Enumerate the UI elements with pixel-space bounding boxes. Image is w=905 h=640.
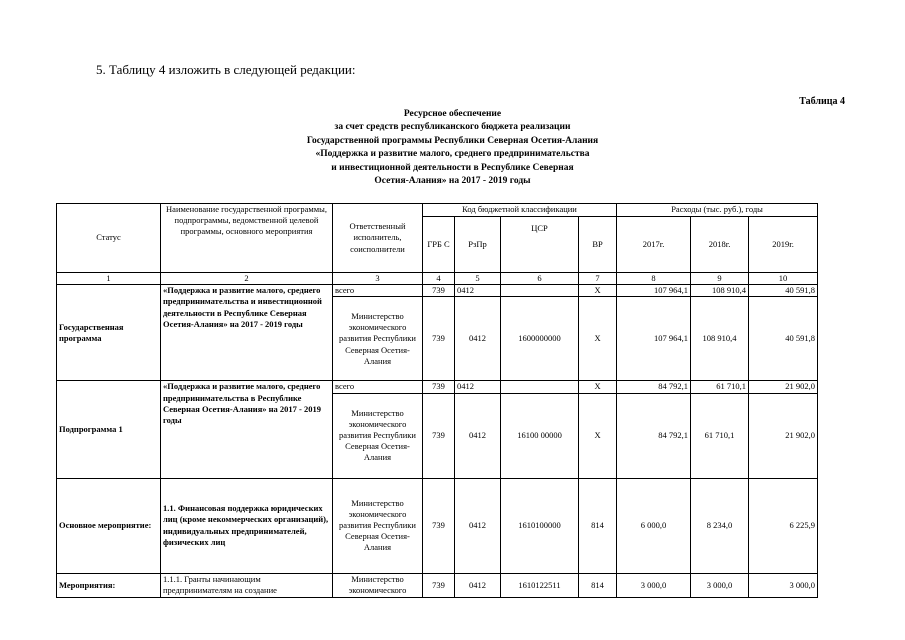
col-number: 9 — [691, 273, 749, 285]
header-rzpr: РзПр — [455, 217, 501, 273]
row-csr: 1610100000 — [501, 478, 579, 573]
row-vr: 814 — [579, 573, 617, 597]
row-2019: 40 591,8 — [749, 297, 818, 381]
table-title — [200, 108, 705, 188]
row-name: «Поддержка и развитие малого, среднего предпринимательства в Республике Северная Осетия-Алания» на 2017 - 2019 годы — [161, 381, 333, 478]
row-vr: Х — [579, 393, 617, 478]
header-kbk: Код бюджетной классификации — [423, 204, 617, 217]
row-csr — [501, 381, 579, 393]
row-name: 1.1. Финансовая поддержка юридических лиц (кроме некоммерческих организаций), индивидуальных предпринимателей, физических лиц — [161, 478, 333, 573]
title-line: Государственной программы Республики Северная Осетия-Алания — [306, 135, 599, 146]
row-vr: 814 — [579, 478, 617, 573]
row-executor: Министерство экономического — [333, 573, 423, 597]
intro-text: 5. Таблицу 4 изложить в следующей редакции: — [96, 62, 356, 77]
table-row — [57, 285, 818, 297]
title-line: за счет средств республиканского бюджета реализации — [334, 122, 571, 133]
row-grbs: 739 — [423, 381, 455, 393]
row-2019: 3 000,0 — [749, 573, 818, 597]
row-2018: 61 710,1 — [691, 381, 749, 393]
row-2017: 107 964,1 — [617, 297, 691, 381]
header-2018: 2018г. — [691, 217, 749, 273]
row-2017: 107 964,1 — [617, 285, 691, 297]
table-row — [57, 573, 818, 597]
col-number: 5 — [455, 273, 501, 285]
header-expenses: Расходы (тыс. руб.), годы — [617, 204, 818, 217]
title-line: Осетия-Алания» на 2017 - 2019 годы — [374, 176, 531, 187]
row-rzpr: 0412 — [455, 285, 501, 297]
row-2019: 21 902,0 — [749, 381, 818, 393]
header-grbs: ГРБ С — [423, 217, 455, 273]
col-number: 7 — [579, 273, 617, 285]
header-executor: Ответственный исполнитель, соисполнители — [333, 204, 423, 273]
col-number: 4 — [423, 273, 455, 285]
row-grbs: 739 — [423, 478, 455, 573]
row-grbs: 739 — [423, 285, 455, 297]
header-vr: ВР — [579, 217, 617, 273]
row-executor: всего — [333, 285, 423, 297]
row-rzpr: 0412 — [455, 297, 501, 381]
row-rzpr: 0412 — [455, 573, 501, 597]
col-number: 6 — [501, 273, 579, 285]
row-status: Подпрограмма 1 — [57, 381, 161, 478]
title-line: Ресурсное обеспечение — [403, 109, 502, 119]
col-number: 10 — [749, 273, 818, 285]
row-grbs: 739 — [423, 297, 455, 381]
row-2017: 84 792,1 — [617, 381, 691, 393]
header-2019: 2019г. — [749, 217, 818, 273]
row-2017: 6 000,0 — [617, 478, 691, 573]
row-status: Основное мероприятие: — [57, 478, 161, 573]
row-rzpr: 0412 — [455, 393, 501, 478]
row-2019: 21 902,0 — [749, 393, 818, 478]
row-status: Государственная программа — [57, 285, 161, 381]
col-number: 2 — [161, 273, 333, 285]
row-name: 1.1.1. Гранты начинающим предпринимателям на создание — [161, 573, 333, 597]
resource-table — [56, 203, 818, 598]
table-label: Таблица 4 — [799, 96, 845, 107]
row-grbs: 739 — [423, 573, 455, 597]
column-number-row — [57, 273, 818, 285]
row-csr: 16100 00000 — [501, 393, 579, 478]
table-row — [57, 478, 818, 573]
header-csr: ЦСР — [501, 217, 579, 273]
header-status: Статус — [57, 204, 161, 273]
row-2018: 3 000,0 — [691, 573, 749, 597]
row-2017: 84 792,1 — [617, 393, 691, 478]
row-vr: Х — [579, 297, 617, 381]
row-2019: 6 225,9 — [749, 478, 818, 573]
header-2017: 2017г. — [617, 217, 691, 273]
row-2018: 8 234,0 — [691, 478, 749, 573]
row-csr — [501, 285, 579, 297]
table-row — [57, 381, 818, 393]
row-status: Мероприятия: — [57, 573, 161, 597]
row-2018: 61 710,1 — [691, 393, 749, 478]
row-executor: Министерство экономического развития Республики Северная Осетия-Алания — [333, 478, 423, 573]
row-2018: 108 910,4 — [691, 297, 749, 381]
row-name: «Поддержка и развитие малого, среднего предпринимательства и инвестиционной деятельности в Республике Северная Осетия-Алания» на 2017 - 2019 годы — [161, 285, 333, 381]
title-line: и инвестиционной деятельности в Республике Северная — [331, 162, 574, 173]
row-rzpr: 0412 — [455, 478, 501, 573]
row-2018: 108 910,4 — [691, 285, 749, 297]
col-number: 3 — [333, 273, 423, 285]
row-rzpr: 0412 — [455, 381, 501, 393]
row-executor: всего — [333, 381, 423, 393]
row-2017: 3 000,0 — [617, 573, 691, 597]
row-vr: Х — [579, 285, 617, 297]
header-name: Наименование государственной программы, подпрограммы, ведомственной целевой программы, основного мероприятия — [161, 204, 333, 273]
header-row — [57, 204, 818, 217]
row-csr: 1600000000 — [501, 297, 579, 381]
row-2019: 40 591,8 — [749, 285, 818, 297]
row-executor: Министерство экономического развития Республики Северная Осетия-Алания — [333, 393, 423, 478]
title-line: «Поддержка и развитие малого, среднего предпринимательства — [315, 149, 590, 160]
row-grbs: 739 — [423, 393, 455, 478]
col-number: 1 — [57, 273, 161, 285]
row-csr: 1610122511 — [501, 573, 579, 597]
col-number: 8 — [617, 273, 691, 285]
row-executor: Министерство экономического развития Республики Северная Осетия-Алания — [333, 297, 423, 381]
row-vr: Х — [579, 381, 617, 393]
